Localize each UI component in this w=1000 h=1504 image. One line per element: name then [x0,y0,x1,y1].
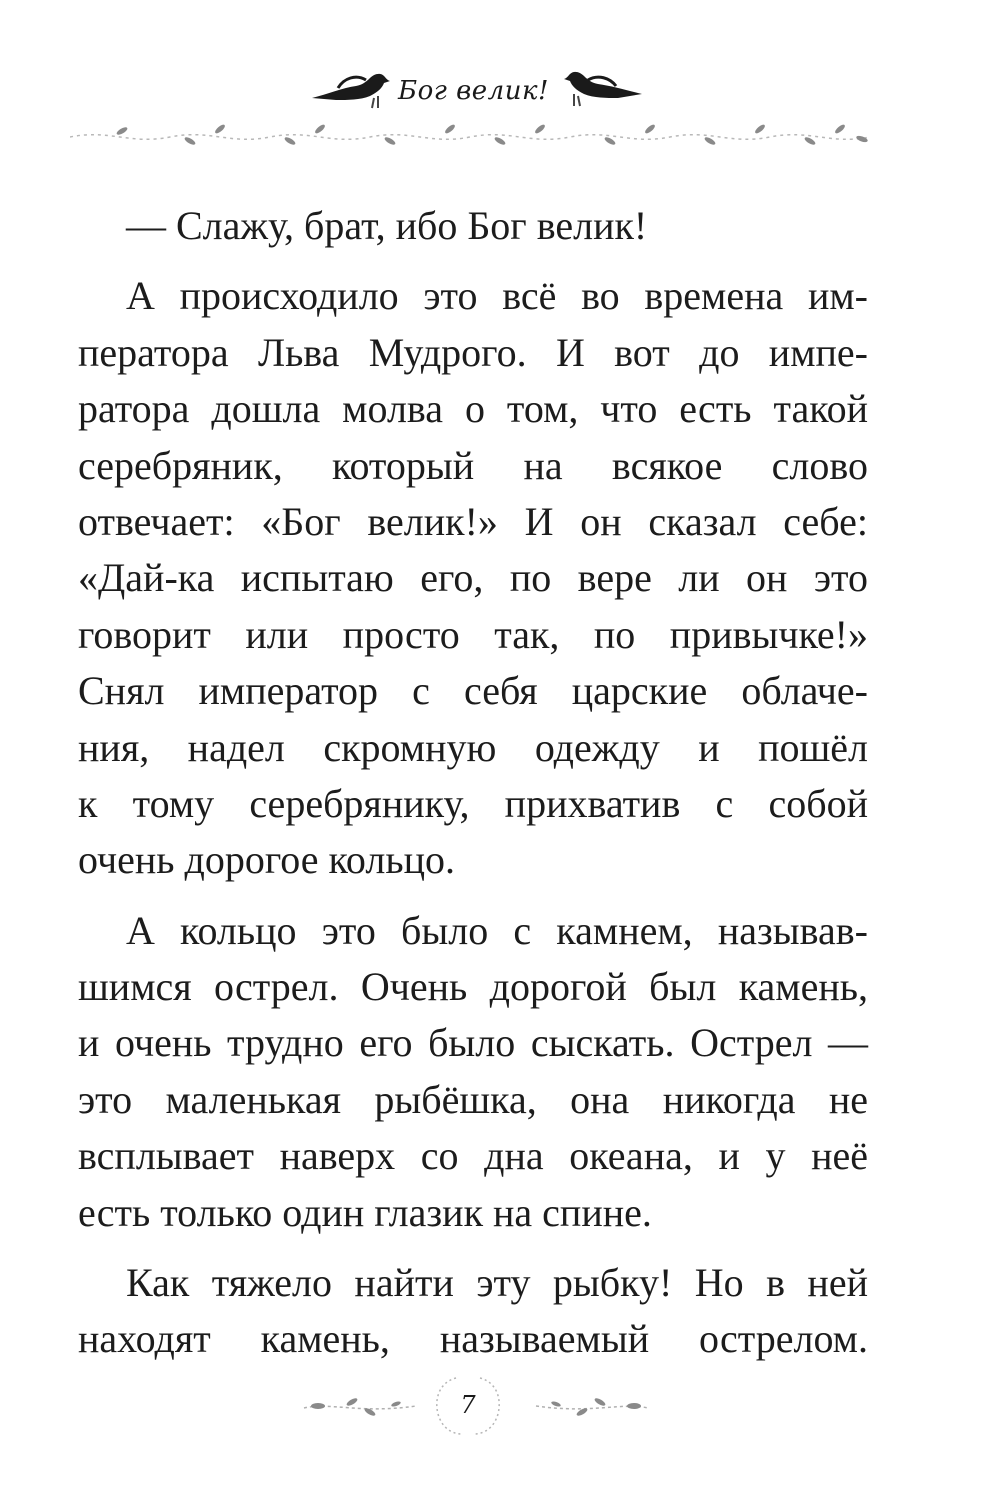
text-line: находят камень, называемый острелом. [78,1316,868,1362]
text-line: к тому серебрянику, прихватив с собой [78,780,868,826]
text-line: серебряник, который на всякое слово [78,442,868,488]
page-number-frame [426,1370,510,1440]
text-line: А происходило это всё во времена им- [126,273,868,319]
text-line: ператора Льва Мудрого. И вот до импе- [78,329,868,375]
text-line: есть только один глазик на спине. [78,1189,652,1235]
header-vine-ornament [70,115,870,155]
text-line: всплывает наверх со дна океана, и у неё [78,1133,868,1179]
body-text [78,198,868,1368]
page-header [0,50,1000,160]
page-footer [0,1368,1000,1448]
footer-vine-left-ornament [300,1386,420,1426]
text-line: А кольцо это было с камнем, называв- [126,907,868,953]
text-line: отвечает: «Бог велик!» И он сказал себе: [78,498,868,544]
text-line: Снял император с себя царские облаче- [78,668,868,714]
text-line: очень дорогое кольцо. [78,837,455,883]
text-line: это маленькая рыбёшка, она никогда не [78,1076,868,1122]
text-line: ния, надел скромную одежду и пошёл [78,724,868,770]
text-line: «Дай-ка испытаю его, по вере ли он это [78,555,868,601]
running-title: Бог велик! [398,76,549,106]
text-line: ратора дошла молва о том, что есть такой [78,386,868,432]
text-line: шимся острел. Очень дорогой был камень, [78,964,868,1010]
bird-left-icon [308,58,398,114]
footer-vine-right-ornament [532,1386,652,1426]
text-line: и очень трудно его было сыскать. Острел — [78,1020,868,1066]
page-number: 7 [460,1391,476,1419]
text-line: — Слажу, брат, ибо Бог велик! [126,203,648,248]
bird-right-icon [556,58,646,114]
text-line: Как тяжело найти эту рыбку! Но в ней [126,1260,868,1306]
text-line: говорит или просто так, по привычке!» [78,611,868,657]
